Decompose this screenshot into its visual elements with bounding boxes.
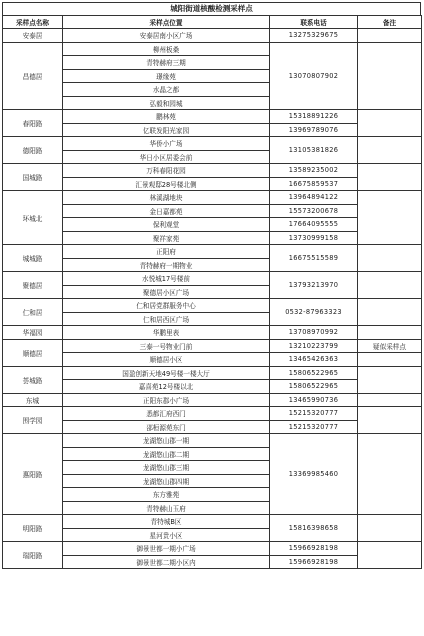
site-location: 华日小区居委会前 [63,150,270,164]
site-note [358,191,422,245]
site-location: 亿联发阳光家园 [63,123,270,137]
table-row [3,542,422,556]
header-note: 备注 [358,16,422,29]
contact-phone: 15806522965 [270,380,358,394]
table-row [3,137,422,151]
site-location: 正阳东郡小广场 [63,393,270,407]
table-row [3,29,422,43]
site-location: 龙湖悠山郡二期 [63,447,270,461]
site-location: 邵桓源苑东门 [63,420,270,434]
site-location: 御景世都二期小区内 [63,555,270,569]
site-location: 青特赫山玉府 [63,501,270,515]
table-row [3,326,422,340]
header-row [3,16,422,29]
site-location: 安泰居南小区广场 [63,29,270,43]
contact-phone: 13210223799 [270,339,358,353]
table-row [3,164,422,178]
site-name: 环城北 [3,191,63,245]
site-name: 仁和居 [3,299,63,326]
site-location: 悉都汇府西门 [63,407,270,421]
site-note [358,272,422,299]
contact-phone: 0532-87963323 [270,299,358,326]
site-note [358,164,422,191]
site-location: 鹏林苑 [63,110,270,124]
site-location: 龙湖悠山郡三期 [63,461,270,475]
site-location: 青特城B区 [63,515,270,529]
table-row [3,110,422,124]
site-name: 国城路 [3,164,63,191]
contact-phone: 15966928198 [270,542,358,556]
site-location: 水晶之都 [63,83,270,97]
site-note [358,42,422,110]
contact-phone: 16675859537 [270,177,358,191]
header-name: 采样点名称 [3,16,63,29]
site-note [358,515,422,542]
site-note [358,29,422,43]
site-name: 围学园 [3,407,63,434]
site-location: 华侨小广场 [63,137,270,151]
site-note [358,137,422,164]
site-note [358,299,422,326]
contact-phone: 13465990736 [270,393,358,407]
sampling-sheet [2,2,421,569]
contact-phone: 13730999158 [270,231,358,245]
sheet-title: 城阳街道核酸检测采样点 [2,2,421,15]
contact-phone: 16675515589 [270,245,358,272]
site-location: 御景世都一期小广场 [63,542,270,556]
site-location: 仁和居西区广场 [63,312,270,326]
contact-phone: 13369985460 [270,434,358,515]
header-phone: 联系电话 [270,16,358,29]
contact-phone: 15215320777 [270,420,358,434]
table-row [3,191,422,205]
header-location: 采样点位置 [63,16,270,29]
site-location: 仁和居党群服务中心 [63,299,270,313]
site-location: 龙湖悠山郡四期 [63,474,270,488]
site-name: 惠阳路 [3,434,63,515]
contact-phone: 13070807902 [270,42,358,110]
site-location: 东方雅苑 [63,488,270,502]
site-location: 璟缘苑 [63,69,270,83]
contact-phone: 13275329675 [270,29,358,43]
contact-phone: 13465426363 [270,353,358,367]
sampling-table [2,15,422,569]
site-location: 柳州板桑 [63,42,270,56]
site-location: 万科春阳花园 [63,164,270,178]
contact-phone: 17664095555 [270,218,358,232]
site-location: 青特赫府三期 [63,56,270,70]
site-name: 瑞阳路 [3,542,63,569]
site-note [358,326,422,340]
table-row [3,339,422,353]
site-location: 国盈创新天地49号楼一楼大厅 [63,366,270,380]
table-row [3,299,422,313]
site-location: 聚祥家苑 [63,231,270,245]
site-note: 疑似采样点 [358,339,422,353]
site-name: 顺德居 [3,339,63,366]
site-name: 安泰居 [3,29,63,43]
site-location: 正阳府 [63,245,270,259]
table-row [3,245,422,259]
site-name: 聚德居 [3,272,63,299]
table-row [3,515,422,529]
site-location: 汇景观邸28号楼北侧 [63,177,270,191]
site-note [358,353,422,367]
site-note [358,542,422,569]
site-location: 龙湖悠山郡一期 [63,434,270,448]
site-location: 顺德居小区 [63,353,270,367]
table-body [3,29,422,569]
site-note [358,366,422,393]
table-row [3,393,422,407]
table-row [3,366,422,380]
site-name: 荟城路 [3,366,63,393]
table-row [3,272,422,286]
site-location: 弘毅和园城 [63,96,270,110]
contact-phone: 15806522965 [270,366,358,380]
contact-phone: 13964894122 [270,191,358,205]
site-location: 华鹏里表 [63,326,270,340]
site-name: 春阳路 [3,110,63,137]
site-name: 城城路 [3,245,63,272]
contact-phone: 13589235002 [270,164,358,178]
site-location: 青特赫府一期物业 [63,258,270,272]
table-row [3,407,422,421]
table-row [3,353,422,367]
contact-phone: 15573200678 [270,204,358,218]
site-name: 华福园 [3,326,63,340]
site-location: 嘉喜苑12号楼以北 [63,380,270,394]
site-location: 金日嘉都苑 [63,204,270,218]
site-note [358,245,422,272]
contact-phone: 15215320777 [270,407,358,421]
site-name: 东城 [3,393,63,407]
site-location: 林溪湖地块 [63,191,270,205]
contact-phone: 13793213970 [270,272,358,299]
site-location: 三泰一号物业门前 [63,339,270,353]
contact-phone: 13105381826 [270,137,358,164]
table-row [3,434,422,448]
contact-phone: 13969789076 [270,123,358,137]
site-note [358,393,422,407]
site-name: 明阳路 [3,515,63,542]
site-location: 水悦城17号楼前 [63,272,270,286]
site-name: 德阳路 [3,137,63,164]
contact-phone: 15816398658 [270,515,358,542]
site-location: 聚德居小区广场 [63,285,270,299]
site-note [358,434,422,515]
site-name: 昌德居 [3,42,63,110]
site-location: 保利观堂 [63,218,270,232]
site-note [358,407,422,434]
table-row [3,42,422,56]
site-location: 星河贵小区 [63,528,270,542]
contact-phone: 15318891226 [270,110,358,124]
contact-phone: 15966928198 [270,555,358,569]
contact-phone: 13708970992 [270,326,358,340]
site-note [358,110,422,137]
